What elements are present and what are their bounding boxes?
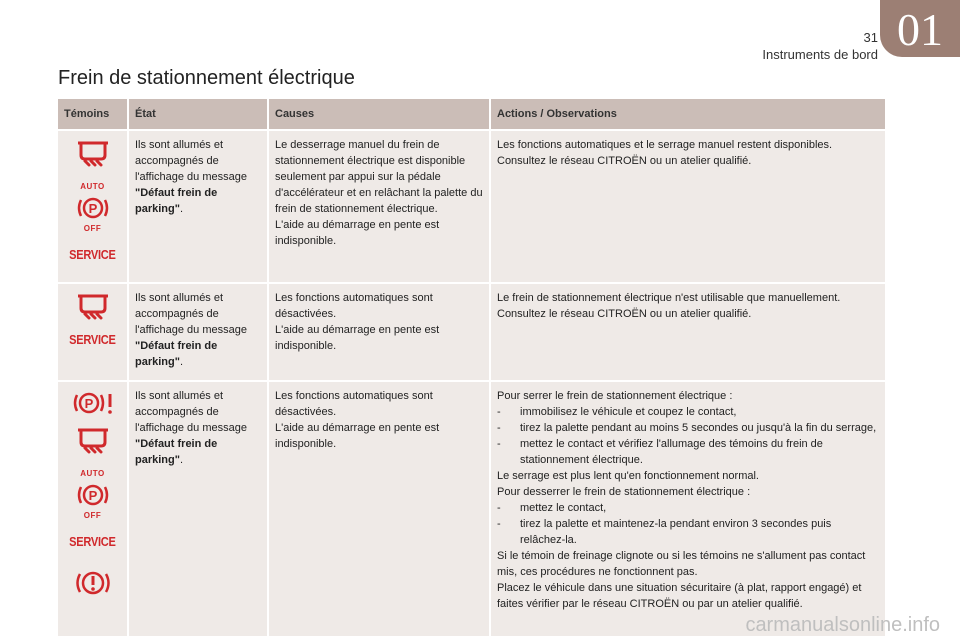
header-actions: Actions / Observations [489,99,885,129]
service-icon [62,534,123,551]
actions-cell: Les fonctions automatiques et le serrage manuel restent disponibles. Consultez le réseau CITROËN ou un atelier qualifié. [489,129,885,282]
p-letter: P [88,201,97,216]
etat-end: . [179,454,184,466]
actions-note: Le serrage est plus lent qu'en fonctionnement normal. [497,470,759,482]
etat-end: . [179,356,184,368]
icons-cell [58,282,127,380]
service-label: SERVICE [69,332,116,347]
table-row [58,380,885,636]
warning-lights-table [58,99,885,636]
etat-text: Ils sont allumés et accompagnés de l'affichage du message [135,139,247,183]
etat-cell [127,282,267,380]
actions-cell: Le frein de stationnement électrique n'est utilisable que manuellement. Consultez le réseau CITROËN ou un atelier qualifié. [489,282,885,380]
etat-cell [127,129,267,282]
brake-warning-icon [62,426,123,456]
off-label: OFF [83,224,102,233]
service-label: SERVICE [69,247,116,262]
table-row [58,129,885,282]
icons-cell [58,129,127,282]
list-item: - tirez la palette et maintenez-la pendant environ 3 secondes puis relâchez-la. [497,518,832,546]
table-header-row [58,99,885,129]
page-number: 31 [863,30,878,45]
actions-release-intro: Pour desserrer le frein de stationnement électrique : [497,486,751,498]
auto-off-p-icon [62,466,123,524]
causes-cell: Les fonctions automatiques sont désactivées. L'aide au démarrage en pente est indisponible. [267,282,489,380]
etat-message: "Défaut frein de parking" [135,187,218,215]
header-temoins: Témoins [58,99,127,129]
service-icon [62,247,123,264]
p-exclaim-icon [62,390,123,416]
header-causes: Causes [267,99,489,129]
etat-text: Ils sont allumés et accompagnés de l'affichage du message [135,292,247,336]
actions-end: Si le témoin de freinage clignote ou si les témoins ne s'allument pas contact mis, ces procédures ne fonctionnent pas. Placez le véhicule dans une situation sécuritaire (à plat, rapport engagé) et faites vérifier par le réseau CITROËN ou par un atelier qualifié. [497,550,866,610]
list-item: - mettez le contact et vérifiez l'allumage des témoins du frein de stationnement électrique. [497,438,823,466]
brake-warning-icon [62,292,123,322]
actions-intro: Pour serrer le frein de stationnement électrique : [497,390,733,402]
brake-alert-icon [62,569,123,597]
causes-cell: Les fonctions automatiques sont désactivées. L'aide au démarrage en pente est indisponible. [267,380,489,636]
header-etat: État [127,99,267,129]
etat-end: . [179,203,184,215]
causes-cell: Le desserrage manuel du frein de stationnement électrique est disponible seulement par appui sur la pédale d'accélérateur et en relâchant la palette du frein de stationnement électrique. L'aide au démarrage en pente est indisponible. [267,129,489,282]
auto-label: AUTO [80,469,105,478]
watermark: carmanualsonline.info [745,614,940,636]
table-row [58,282,885,380]
etat-message: "Défaut frein de parking" [135,340,218,368]
off-label: OFF [83,511,102,520]
p-letter: P [88,488,97,503]
page-title: Frein de stationnement électrique [58,67,355,89]
icons-cell [58,380,127,636]
service-icon [62,332,123,349]
brake-warning-icon [62,139,123,169]
section-title: Instruments de bord [762,47,878,62]
etat-text: Ils sont allumés et accompagnés de l'affichage du message [135,390,247,434]
actions-cell [489,380,885,636]
list-item: - tirez la palette pendant au moins 5 secondes ou jusqu'à la fin du serrage, [497,422,877,434]
list-item: - immobilisez le véhicule et coupez le contact, [497,406,737,418]
service-label: SERVICE [69,534,116,549]
p-letter: P [84,396,93,411]
list-item: - mettez le contact, [497,502,607,514]
etat-message: "Défaut frein de parking" [135,438,218,466]
chapter-tab: 01 [880,0,960,57]
auto-off-p-icon [62,179,123,237]
auto-label: AUTO [80,182,105,191]
etat-cell [127,380,267,636]
